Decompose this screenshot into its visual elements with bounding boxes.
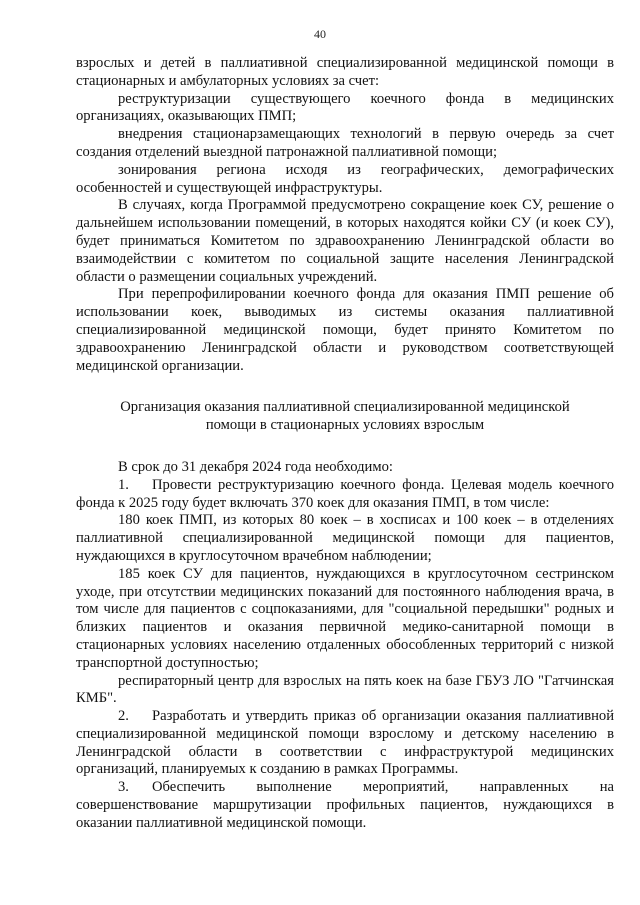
document-body [76, 55, 614, 833]
item-number: 2. [118, 708, 129, 725]
item-number: 1. [118, 476, 129, 493]
paragraph: респираторный центр для взрослых на пять коек на базе ГБУЗ ЛО "Гатчинская КМБ". [76, 672, 614, 707]
paragraph: внедрения стационарзамещающих технологий в первую очередь за счет создания отделений выездной патронажной паллиативной помощи; [76, 126, 614, 160]
paragraph: В случаях, когда Программой предусмотрено сокращение коек СУ, решение о дальнейшем использовании помещений, в которых находятся койки СУ (и коек СУ), будет приниматься Комитетом по здравоохранению Ленинградской области во взаимодействии с комитетом по социальной защите населения Ленинградской области о размещении социальных учреждений. [76, 197, 614, 285]
numbered-item [76, 708, 614, 779]
item-text: Обеспечить выполнение мероприятий, направленных на совершенствование маршрутизации профильных пациентов, нуждающихся в оказании паллиативной медицинской помощи. [76, 779, 614, 831]
paragraph: 180 коек ПМП, из которых 80 коек – в хосписах и 100 коек – в отделениях паллиативной специализированной медицинской помощи для пациентов, нуждающихся в круглосуточном врачебном наблюдении; [76, 512, 614, 564]
paragraph: При перепрофилировании коечного фонда для оказания ПМП решение об использовании коек, выводимых из системы оказания паллиативной специализированной медицинской помощи, будет принято Комитетом по здравоохранению Ленинградской области и руководством соответствующей медицинской организации. [76, 286, 614, 374]
section-heading: Организация оказания паллиативной специализированной медицинской помощи в стационарных условиях взрослым [120, 399, 570, 434]
numbered-item [76, 779, 614, 832]
item-number: 3. [118, 779, 129, 796]
paragraph: В срок до 31 декабря 2024 года необходимо: [118, 458, 393, 475]
paragraph: 185 коек СУ для пациентов, нуждающихся в круглосуточном сестринском уходе, при отсутствии медицинских показаний для постоянного наблюдения врача, в том числе для пациентов с соцпоказаниями, для "социальной передышки" родных и близких пациентов и оказания первичной медико-санитарной помощи в стационарных условиях населению отдаленных обособленных территорий с низкой транспортной доступностью; [76, 565, 614, 671]
numbered-item [76, 477, 614, 513]
paragraph: реструктуризации существующего коечного фонда в медицинских организациях, оказывающих ПМП; [76, 90, 614, 125]
item-text: Провести реструктуризацию коечного фонда. Целевая модель коечного фонда к 2025 году будет включать 370 коек для оказания ПМП, в том числе: [76, 476, 614, 511]
paragraph: взрослых и детей в паллиативной специализированной медицинской помощи в стационарных и амбулаторных условиях за счет: [76, 55, 614, 89]
item-text: Разработать и утвердить приказ об организации оказания паллиативной специализированной медицинской помощи взрослому и детскому населению в Ленинградской области в соответствии с инфраструктурой медицинских организаций, планируемых к созданию в рамках Программы. [76, 708, 614, 778]
paragraph: зонирования региона исходя из географических, демографических особенностей и существующей инфраструктуры. [76, 161, 614, 196]
page-number: 40 [314, 27, 326, 41]
